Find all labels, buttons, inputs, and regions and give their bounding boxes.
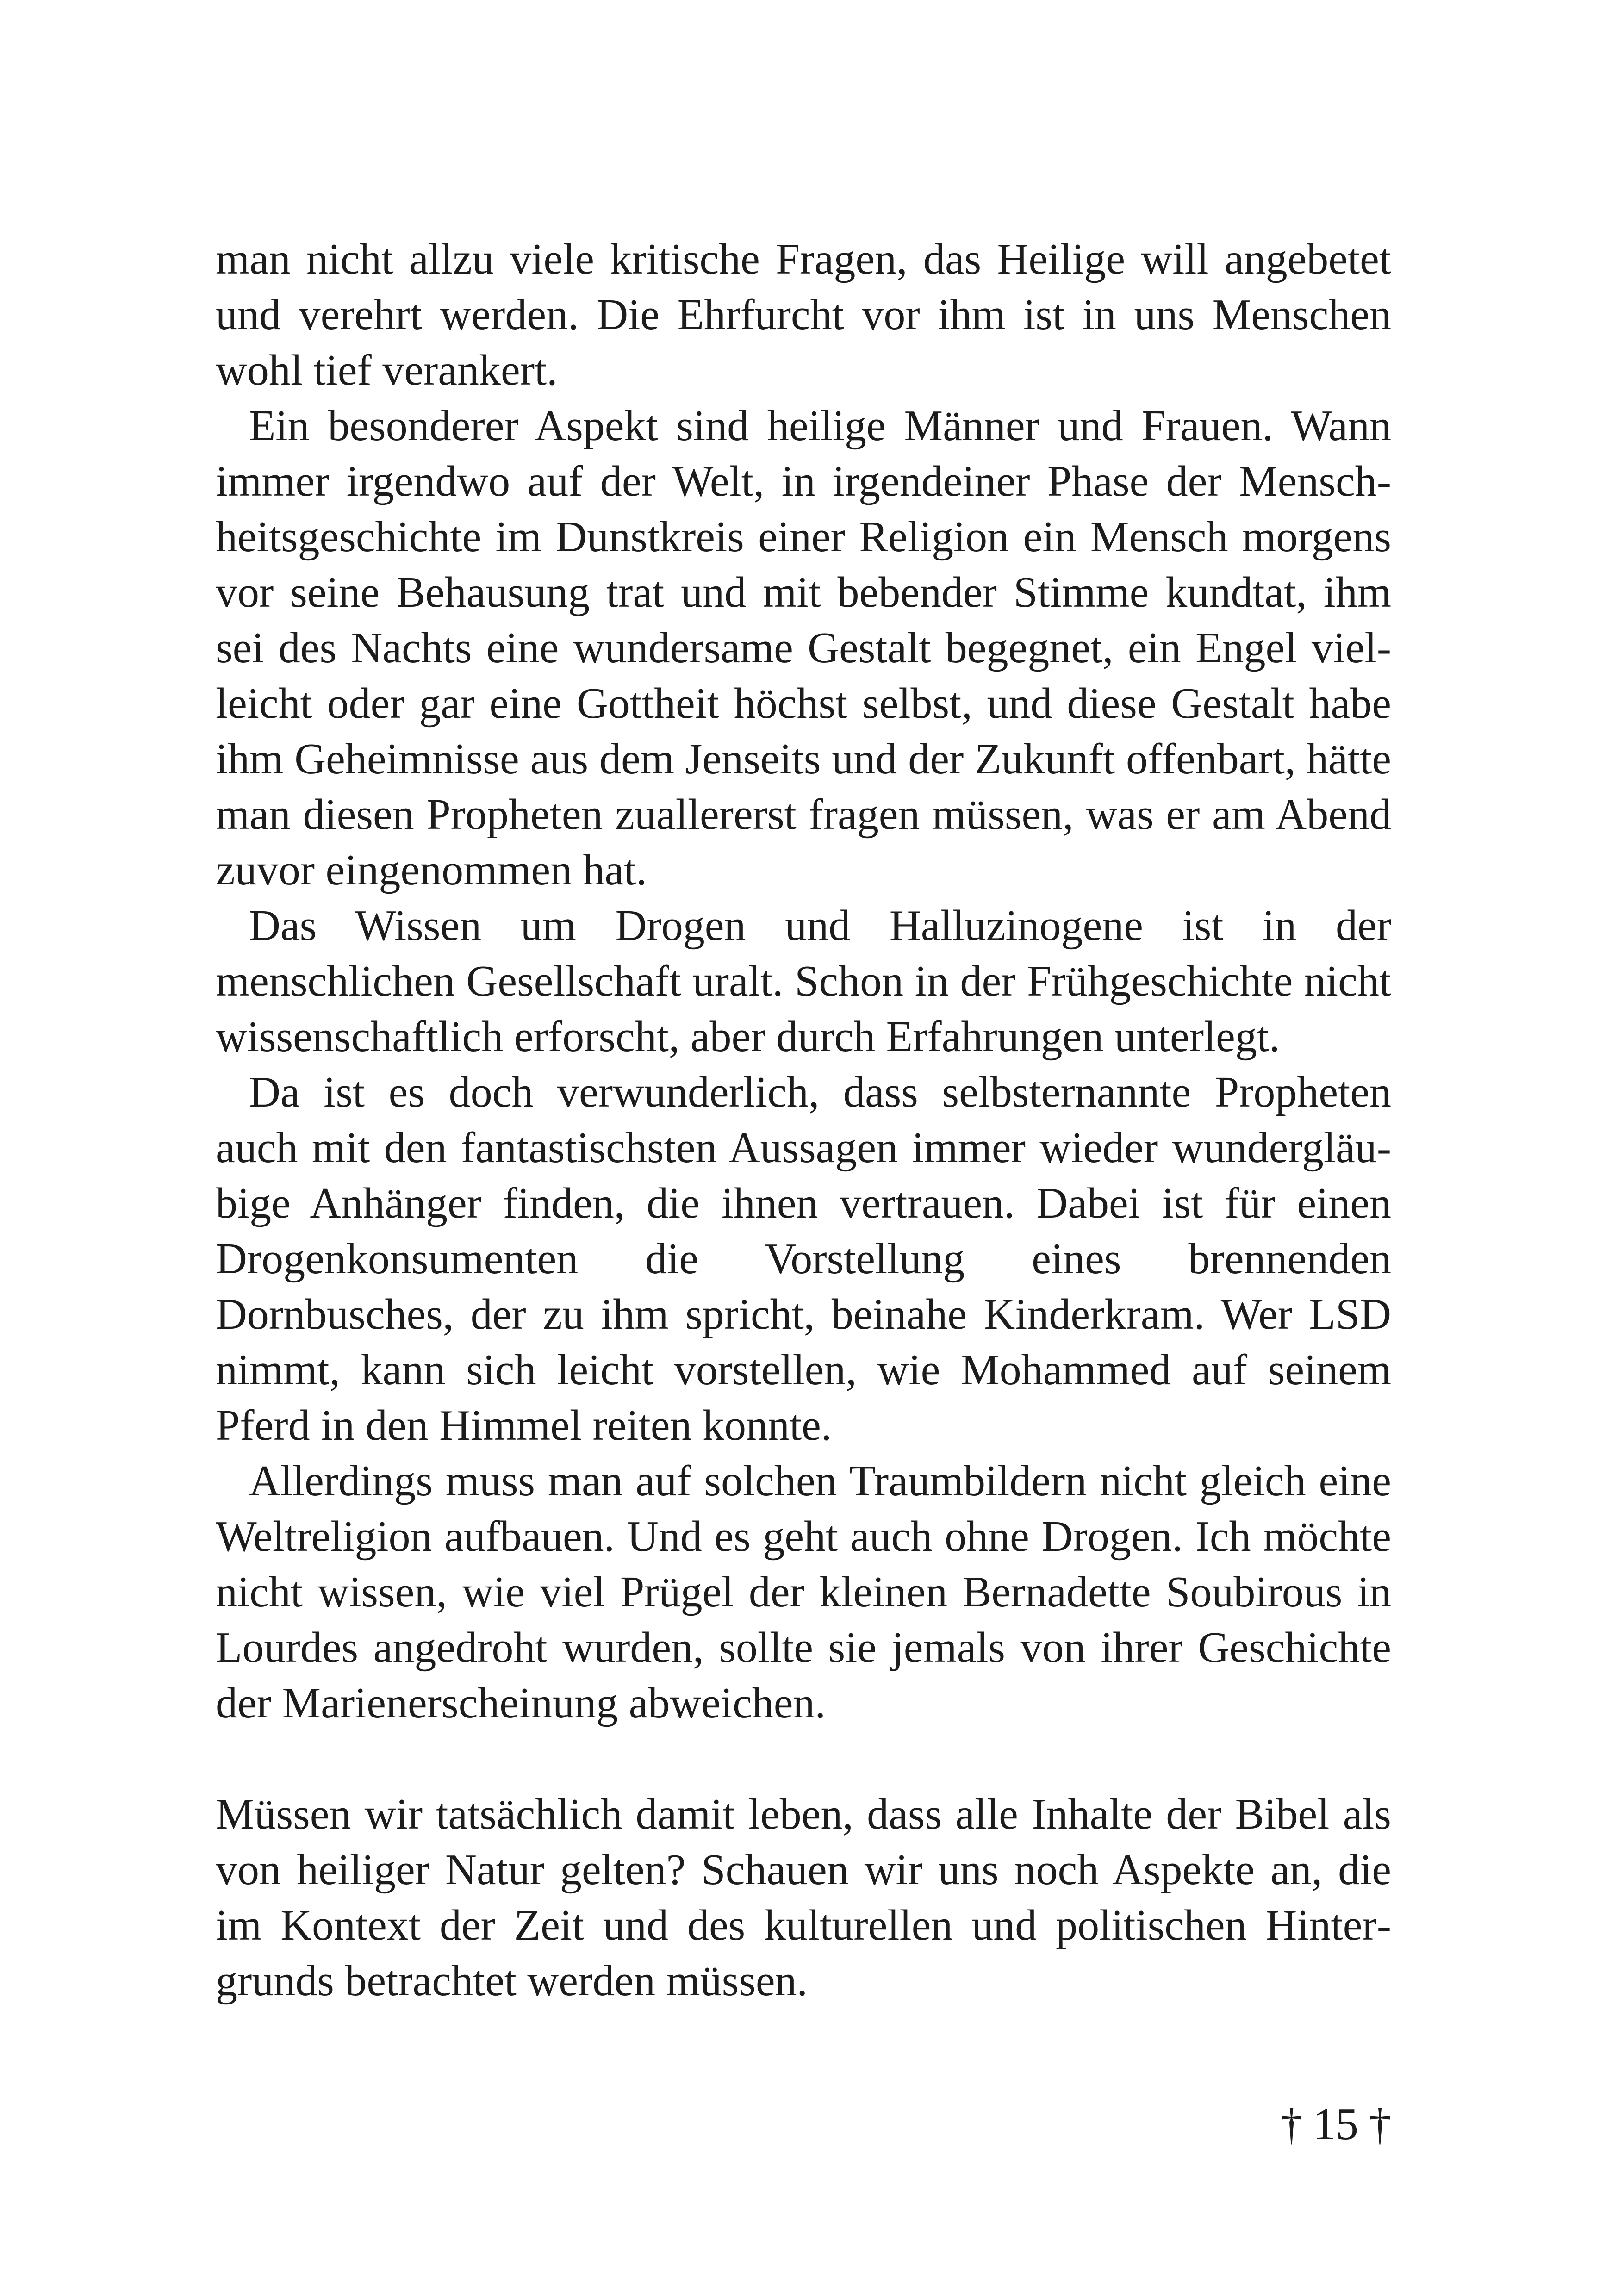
dagger-icon: † <box>1280 2099 1303 2149</box>
paragraph-bernadette: Allerdings muss man auf solchen Traumbildern nicht gleich eine Weltreligion aufbauen. Und es geht auch ohne Drogen. Ich möchte nicht wissen, wie viel Prügel der kleinen Bernadette Soubirous in Lourdes angedroht wurden, sollte sie jemals von ihrer Geschichte der Marienerscheinung abweichen. <box>216 1457 1391 1727</box>
paragraph-holy-men-and-women: Ein besonderer Aspekt sind heilige Männer und Frauen. Wann immer irgendwo auf der Welt, in irgendeiner Phase der Menschheitsgeschichte im Dunstkreis einer Religion ein Mensch morgens vor seine Behausung trat und mit bebender Stimme kundtat, ihm sei des Nachts eine wundersame Gestalt begegnet, ein Engel vielleicht oder gar eine Gottheit höchst selbst, und diese Gestalt habe ihm Geheimnisse aus dem Jenseits und der Zukunft offenbart, hätte man diesen Propheten zuallererst fragen müssen, was er am Abend zuvor eingenommen hat. <box>216 402 1391 894</box>
book-page-body <box>216 231 1391 2009</box>
paragraph-bible-context: Müssen wir tatsächlich damit leben, dass alle Inhalte der Bibel als von heiliger Natur gelten? Schauen wir uns noch Aspekte an, die im Kontext der Zeit und des kulturellen und politischen Hintergrunds betrachtet werden müssen. <box>216 1790 1391 2005</box>
paragraph-drugs-knowledge: Das Wissen um Drogen und Halluzinogene ist in der menschlichen Gesellschaft uralt. Schon in der Frühgeschichte nicht wissenschaftlich erforscht, aber durch Erfahrungen unterlegt. <box>216 902 1391 1061</box>
paragraph-continuation: man nicht allzu viele kritische Fragen, das Heilige will angebetet und verehrt werden. Die Ehrfurcht vor ihm ist in uns Menschen wohl tief verankert. <box>216 235 1391 394</box>
dagger-icon: † <box>1369 2099 1391 2149</box>
page-number: 15 <box>1313 2099 1358 2149</box>
paragraph-self-proclaimed-prophets: Da ist es doch verwunderlich, dass selbsternannte Propheten auch mit den fantastischsten Aussagen immer wieder wundergläubige Anhänger finden, die ihnen vertrauen. Dabei ist für einen Drogenkonsumenten die Vorstellung eines brennenden Dornbusches, der zu ihm spricht, beinahe Kinderkram. Wer LSD nimmt, kann sich leicht vorstellen, wie Mohammed auf seinem Pferd in den Himmel reiten konnte. <box>216 1068 1391 1450</box>
page-footer <box>1280 2097 1391 2152</box>
